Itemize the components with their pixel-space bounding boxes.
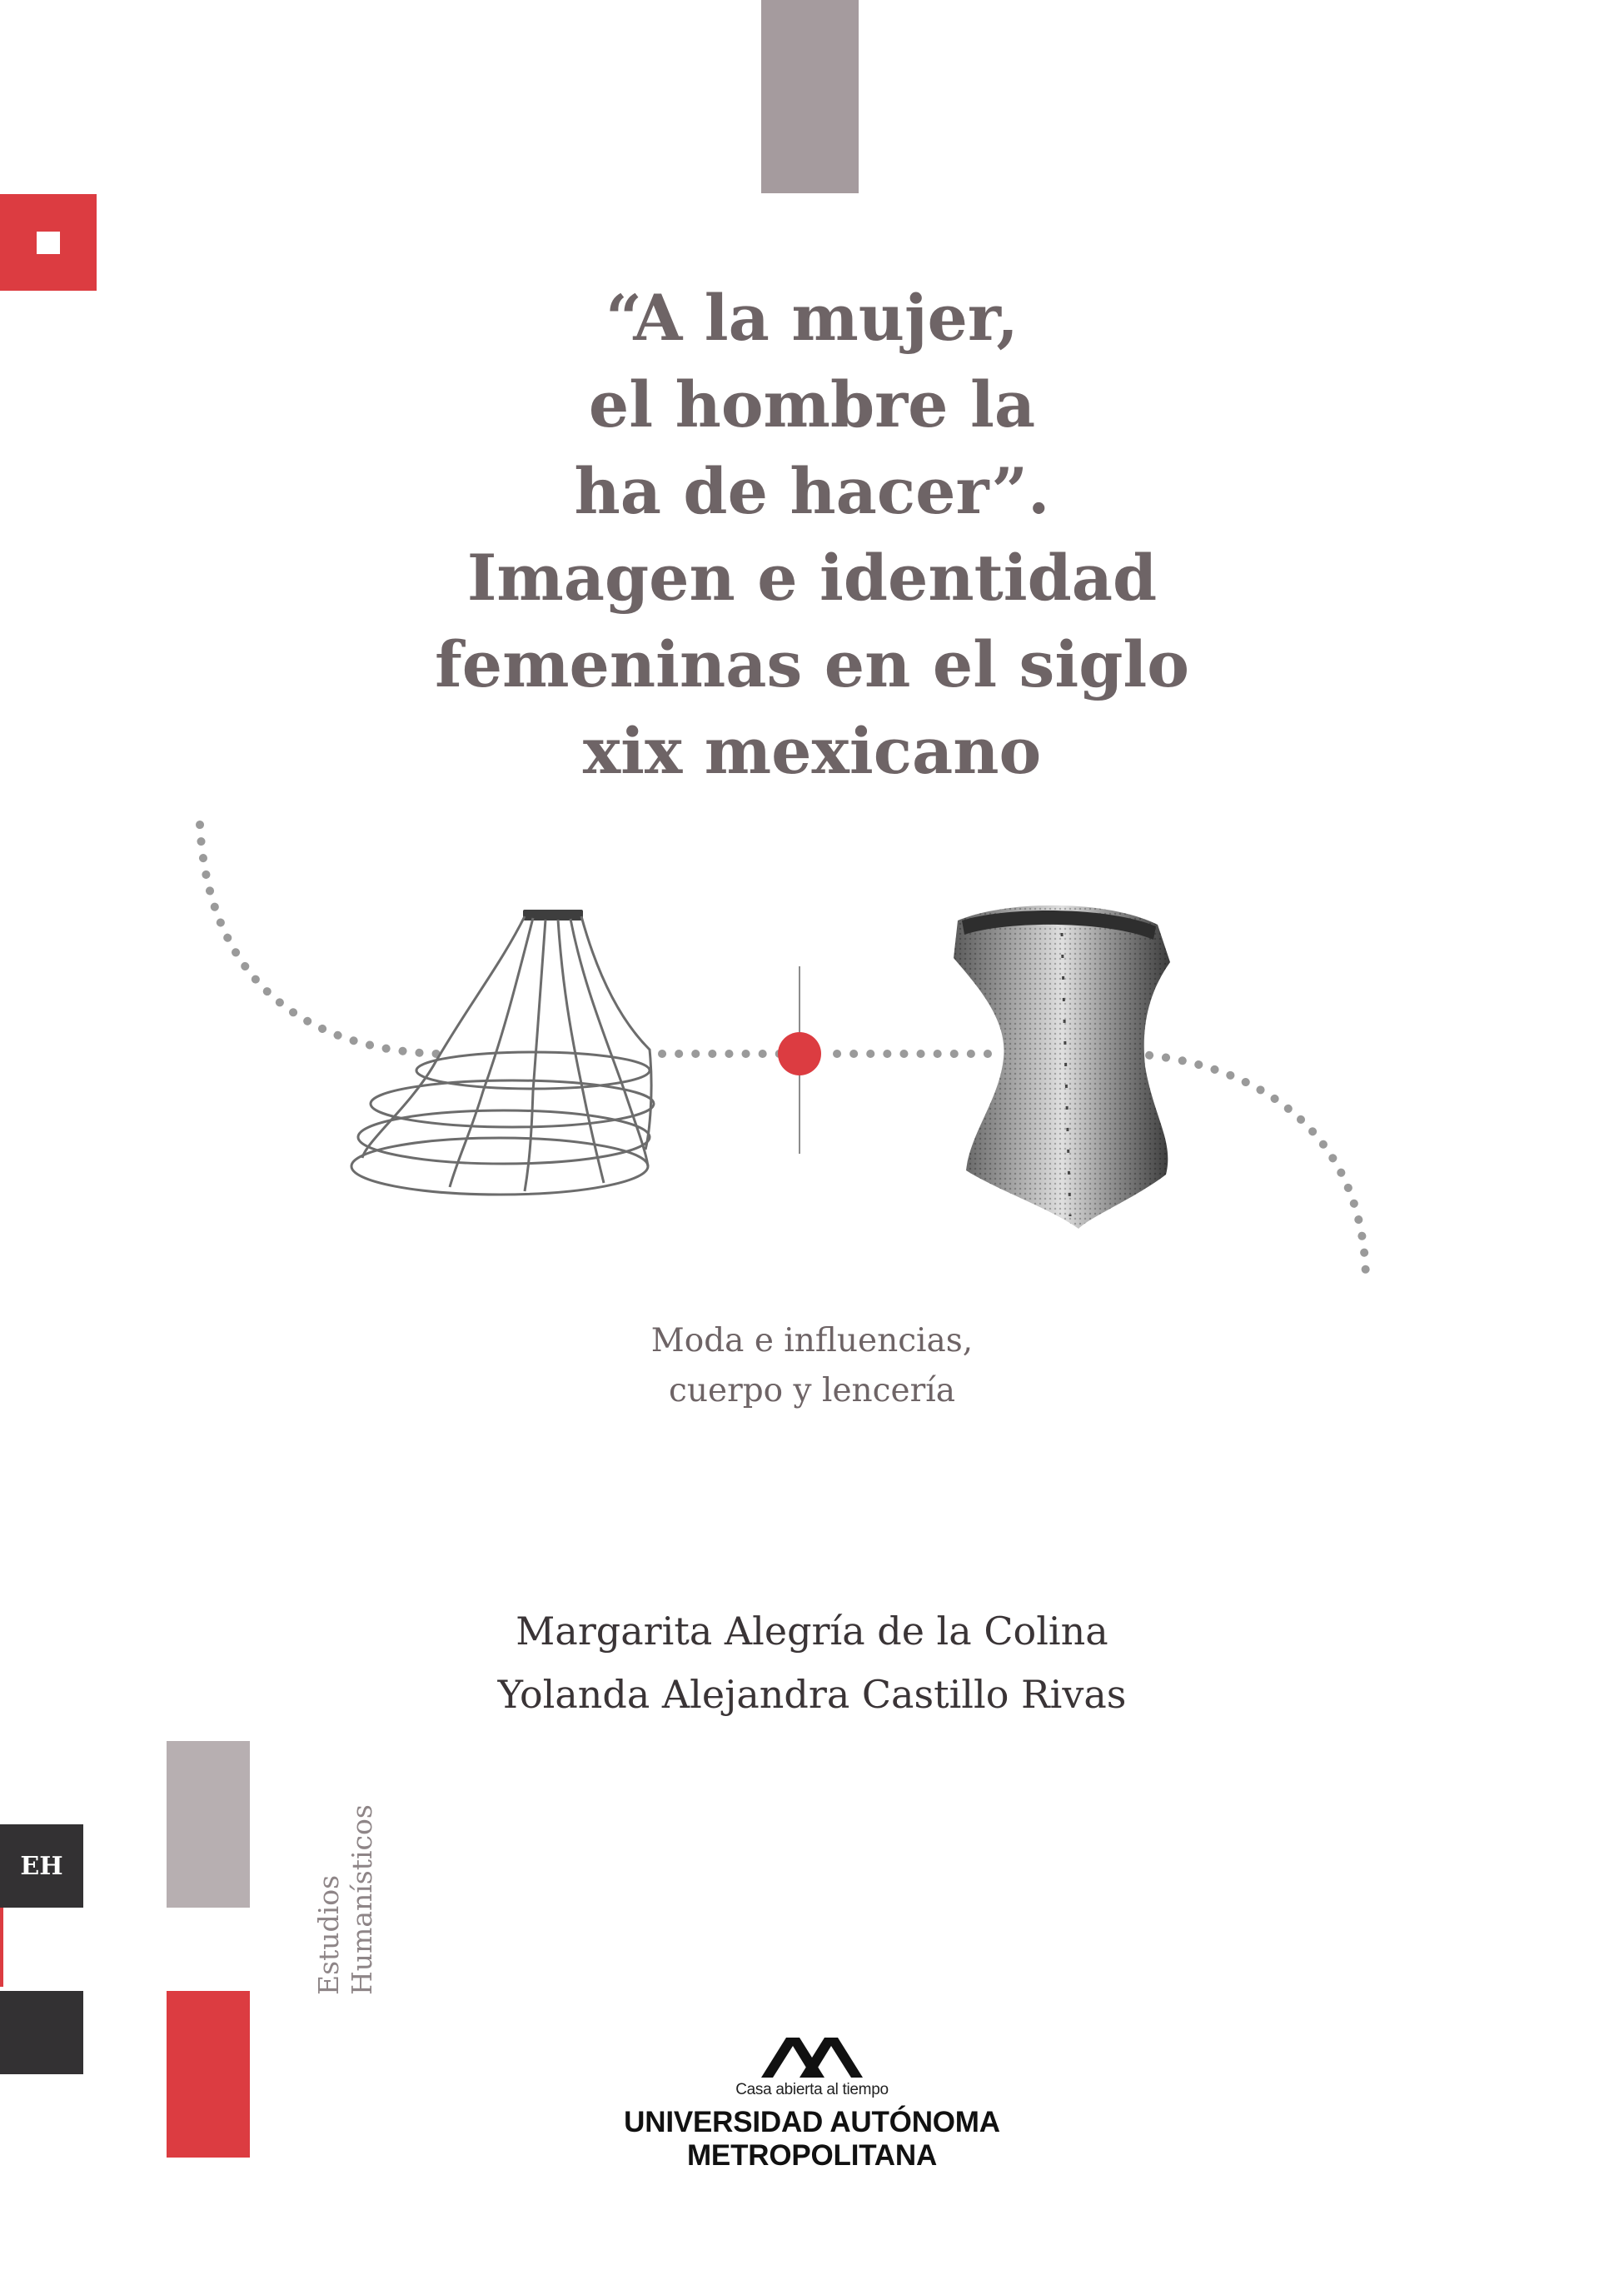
author-name: Margarita Alegría de la Colina bbox=[516, 1609, 1108, 1654]
subtitle-line: Moda e influencias, bbox=[650, 1322, 974, 1360]
top-gray-bar bbox=[761, 0, 859, 193]
corset-illustration bbox=[954, 906, 1170, 1229]
title-line: xix mexicano bbox=[582, 714, 1042, 788]
author-name: Yolanda Alejandra Castillo Rivas bbox=[497, 1672, 1127, 1717]
publisher-name: UNIVERSIDAD AUTÓNOMA METROPOLITANA bbox=[624, 2106, 1000, 2172]
title-line: femeninas en el siglo bbox=[435, 627, 1189, 701]
publisher-tagline: Casa abierta al tiempo bbox=[735, 2081, 889, 2098]
uam-logo-icon bbox=[758, 2033, 866, 2079]
authors bbox=[383, 1599, 1241, 1726]
title-line: Imagen e identidad bbox=[466, 541, 1158, 615]
red-square-inner-mark bbox=[37, 232, 60, 254]
subtitle-line: cuerpo y lencería bbox=[669, 1372, 955, 1409]
dark-accent-block bbox=[0, 1991, 83, 2074]
publisher-logo bbox=[566, 2033, 1058, 2173]
title-line: ha de hacer”. bbox=[574, 454, 1050, 528]
series-name-line: Estudios bbox=[312, 1874, 345, 1995]
red-square-mark bbox=[0, 194, 97, 291]
red-accent-tick bbox=[0, 1908, 3, 1987]
series-name bbox=[312, 1758, 379, 1995]
book-title bbox=[300, 275, 1324, 795]
crinoline-cage-illustration bbox=[351, 910, 654, 1195]
red-accent-block bbox=[167, 1991, 250, 2158]
gray-accent-block bbox=[167, 1741, 250, 1908]
series-name-line: Humanísticos bbox=[346, 1804, 378, 1995]
center-red-dot bbox=[778, 1032, 821, 1075]
cover-illustration bbox=[183, 816, 1416, 1316]
dotted-curve-left bbox=[200, 825, 783, 1054]
title-line: “A la mujer, bbox=[605, 281, 1019, 355]
series-abbreviation-badge: EH bbox=[0, 1824, 83, 1908]
title-line: el hombre la bbox=[588, 367, 1036, 442]
book-subtitle bbox=[466, 1316, 1158, 1416]
